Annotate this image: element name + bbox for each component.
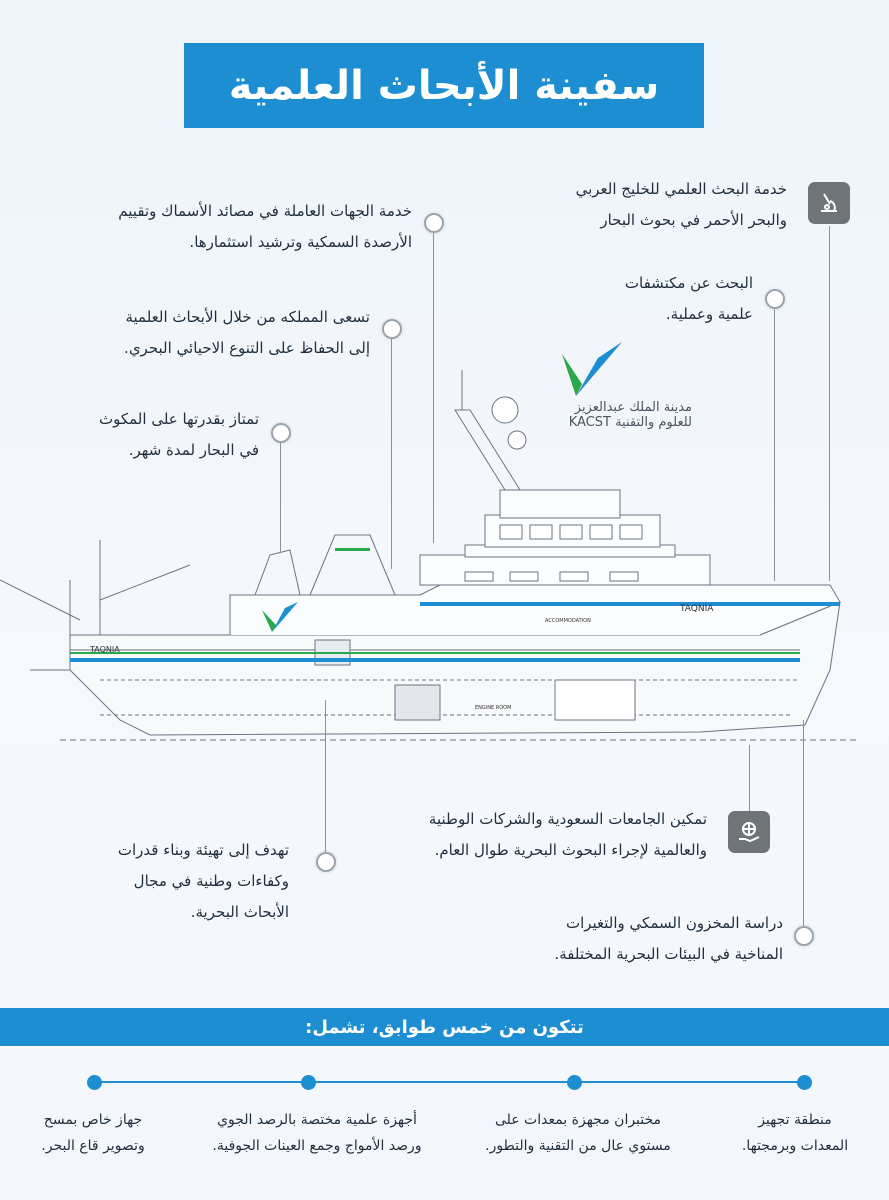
timeline-dot-3 (301, 1075, 316, 1090)
callout-left-1: خدمة الجهات العاملة في مصائد الأسماك وتقييم الأرصدة السمكية وترشيد استثمارها. (118, 202, 412, 251)
microscope-icon (816, 190, 842, 216)
kacst-logo-mark (560, 340, 624, 400)
ship-name-upper: TAQNIA (680, 604, 714, 614)
callout-dot-left-3 (271, 423, 291, 443)
decks-banner (0, 1008, 889, 1046)
callout-dot-left-1 (424, 213, 444, 233)
timeline-item-2: مختبران مجهزة بمعدات على مستوي عال من التقنية والتطور. (485, 1112, 671, 1154)
callout-left-2: تسعى المملكه من خلال الأبحاث العلمية إلى الحفاظ على التنوع الاحيائي البحري. (124, 308, 370, 357)
logo-line-2: للعلوم والتقنية KACST (568, 415, 692, 430)
timeline-line (95, 1081, 805, 1083)
timeline-item-4: جهاز خاص بمسح وتصوير قاع البحر. (41, 1112, 145, 1154)
callout-bottom-left: تهدف إلى تهيئة وبناء قدرات وكفاءات وطنية في مجال الأبحاث البحرية. (117, 841, 289, 921)
ship-illustration (0, 340, 889, 760)
callout-right-2: البحث عن مكتشفات علمية وعملية. (624, 274, 753, 323)
callout-bottom-right-1: تمكين الجامعات السعودية والشركات الوطنية والعالمية لإجراء البحوث البحرية طوال العام. (428, 810, 707, 859)
callout-dot-bottom-left (316, 852, 336, 872)
title-banner (184, 43, 704, 128)
globe-hand-icon-box (728, 811, 770, 853)
logo-line-1: مدينة الملك عبدالعزيز (574, 400, 692, 415)
timeline-dot-4 (87, 1075, 102, 1090)
callout-dot-bottom-right-2 (794, 926, 814, 946)
callout-right-1: خدمة البحث العلمي للخليج العربي والبحر الأحمر في بحوث البحار (575, 180, 787, 229)
timeline-dot-1 (797, 1075, 812, 1090)
callout-dot-right-2 (765, 289, 785, 309)
accommodation-label: ACCOMMODATION (545, 618, 591, 624)
microscope-icon-box (808, 182, 850, 224)
page-title: سفينة الأبحاث العلمية (228, 62, 660, 109)
callout-dot-left-2 (382, 319, 402, 339)
engine-room-label: ENGINE ROOM (475, 705, 512, 711)
kacst-logo-text (562, 400, 692, 430)
globe-hand-icon (736, 819, 762, 845)
callout-left-3: تمتاز بقدرتها على المكوث في البحار لمدة شهر. (98, 410, 259, 459)
callout-bottom-right-2: دراسة المخزون السمكي والتغيرات المناخية في البيئات البحرية المختلفة. (554, 914, 783, 963)
decks-banner-text: تتكون من خمس طوابق، تشمل: (305, 1016, 584, 1038)
timeline-dot-2 (567, 1075, 582, 1090)
timeline-item-3: أجهزة علمية مختصة بالرصد الجوي ورصد الأمواج وجمع العينات الجوفية. (212, 1112, 422, 1154)
ship-name-hull: TAQNIA (90, 645, 120, 654)
timeline-item-1: منطقة تجهيز المعدات وبرمجتها. (741, 1112, 849, 1154)
